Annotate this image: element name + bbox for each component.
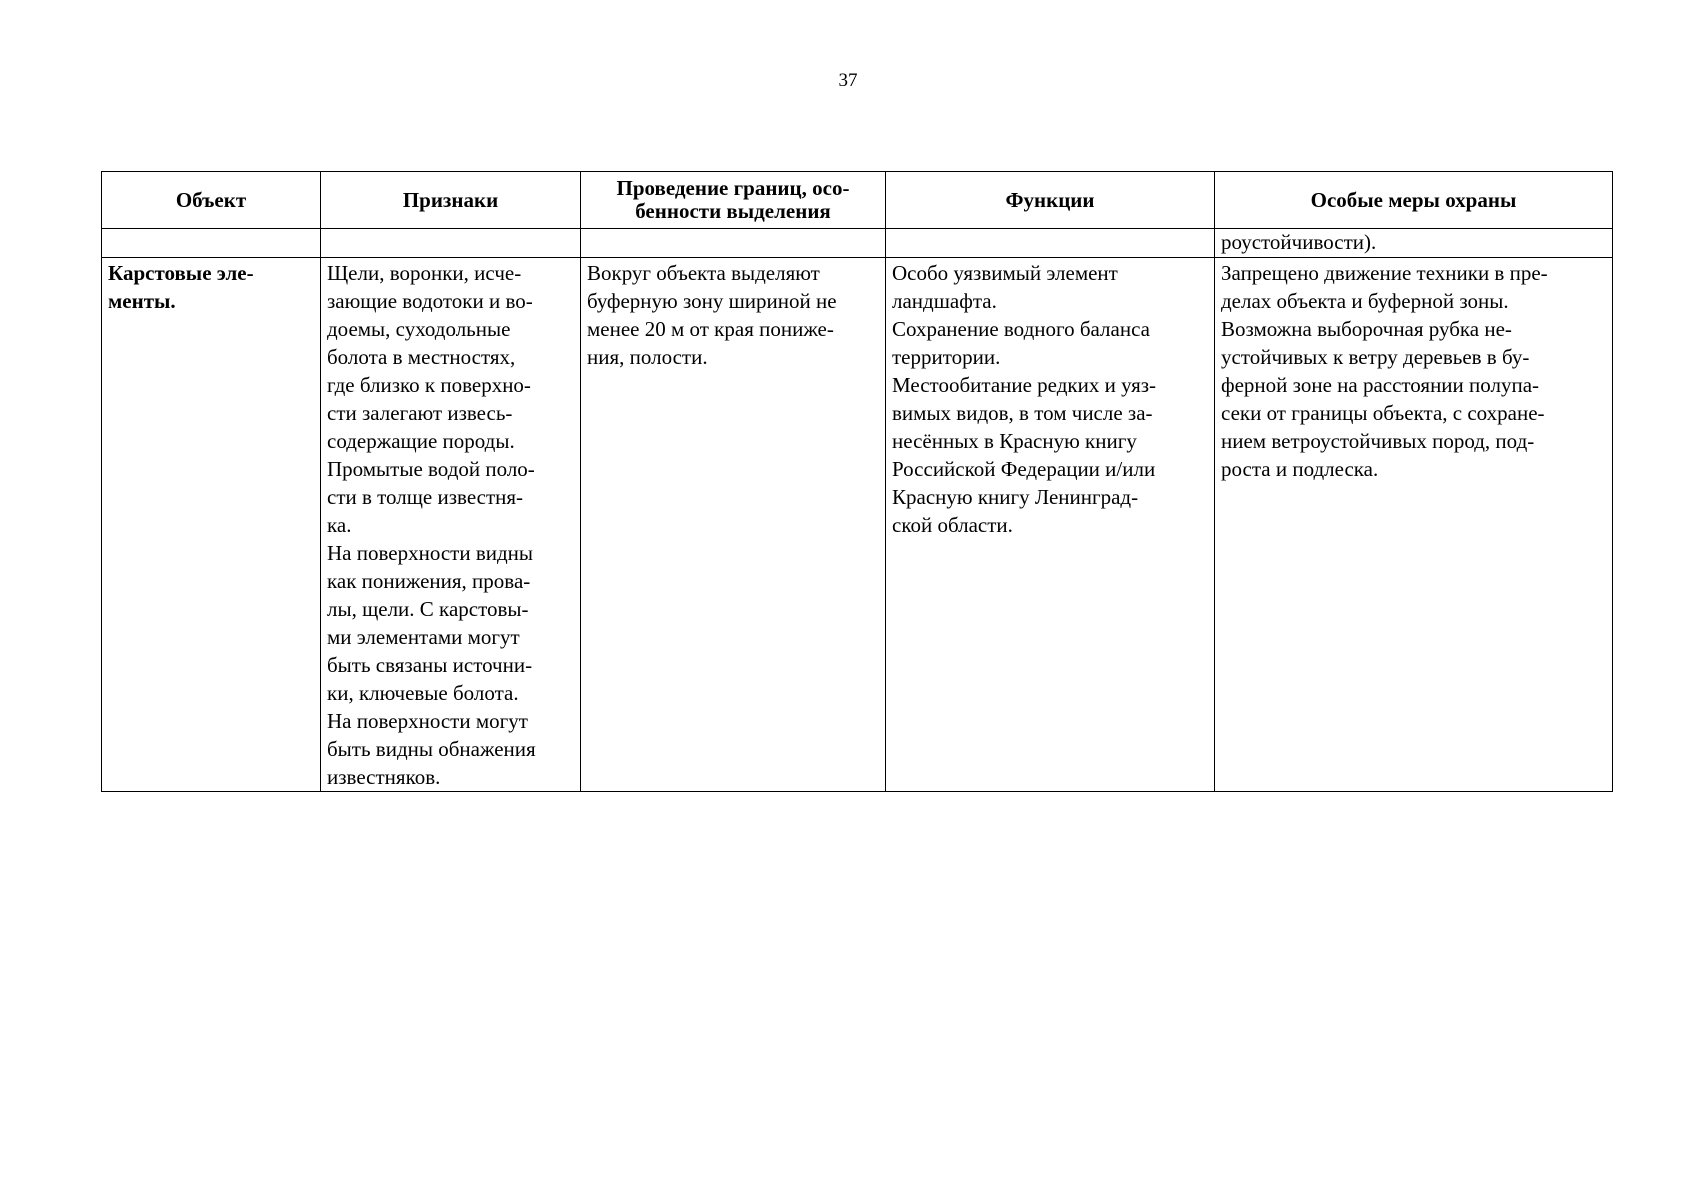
header-boundaries: Проведение границ, осо- бенности выделения <box>581 172 886 229</box>
cell-functions: Особо уязвимый элемент ландшафта. Сохранение водного баланса территории. Местообитание редких и уяз- вимых видов, в том числе за- несённых в Красную книгу Российской Федерации и/или Красную книгу Ленинград- ской области. <box>886 258 1215 792</box>
continuation-cell-object <box>102 229 321 258</box>
table-header-row <box>102 172 1613 229</box>
cell-signs: Щели, воронки, исче- зающие водотоки и во- доемы, суходольные болота в местностях, где близко к поверхно- сти залегают извесь- содержащие породы. Промытые водой поло- сти в толще известня- ка. На поверхности видны как понижения, прова- лы, щели. С карстовы- ми элементами могут быть связаны источни- ки, ключевые болота. На поверхности могут быть видны обнажения известняков. <box>321 258 581 792</box>
continuation-cell-boundaries <box>581 229 886 258</box>
continuation-cell-signs <box>321 229 581 258</box>
header-signs: Признаки <box>321 172 581 229</box>
header-object: Объект <box>102 172 321 229</box>
cell-object: Карстовые эле- менты. <box>102 258 321 792</box>
header-protection: Особые меры охраны <box>1215 172 1613 229</box>
cell-boundaries: Вокруг объекта выделяют буферную зону шириной не менее 20 м от края пониже- ния, полости. <box>581 258 886 792</box>
header-functions: Функции <box>886 172 1215 229</box>
page-number: 37 <box>838 70 858 91</box>
table-row <box>102 258 1613 792</box>
cell-protection: Запрещено движение техники в пре- делах объекта и буферной зоны. Возможна выборочная рубка не- устойчивых к ветру деревьев в бу- ферной зоне на расстоянии полупа- секи от границы объекта, с сохране- нием ветроустойчивых пород, под- роста и подлеска. <box>1215 258 1613 792</box>
protection-measures-table <box>101 171 1613 792</box>
continuation-cell-functions <box>886 229 1215 258</box>
continuation-cell-protection: роустойчивости). <box>1215 229 1613 258</box>
continuation-row <box>102 229 1613 258</box>
